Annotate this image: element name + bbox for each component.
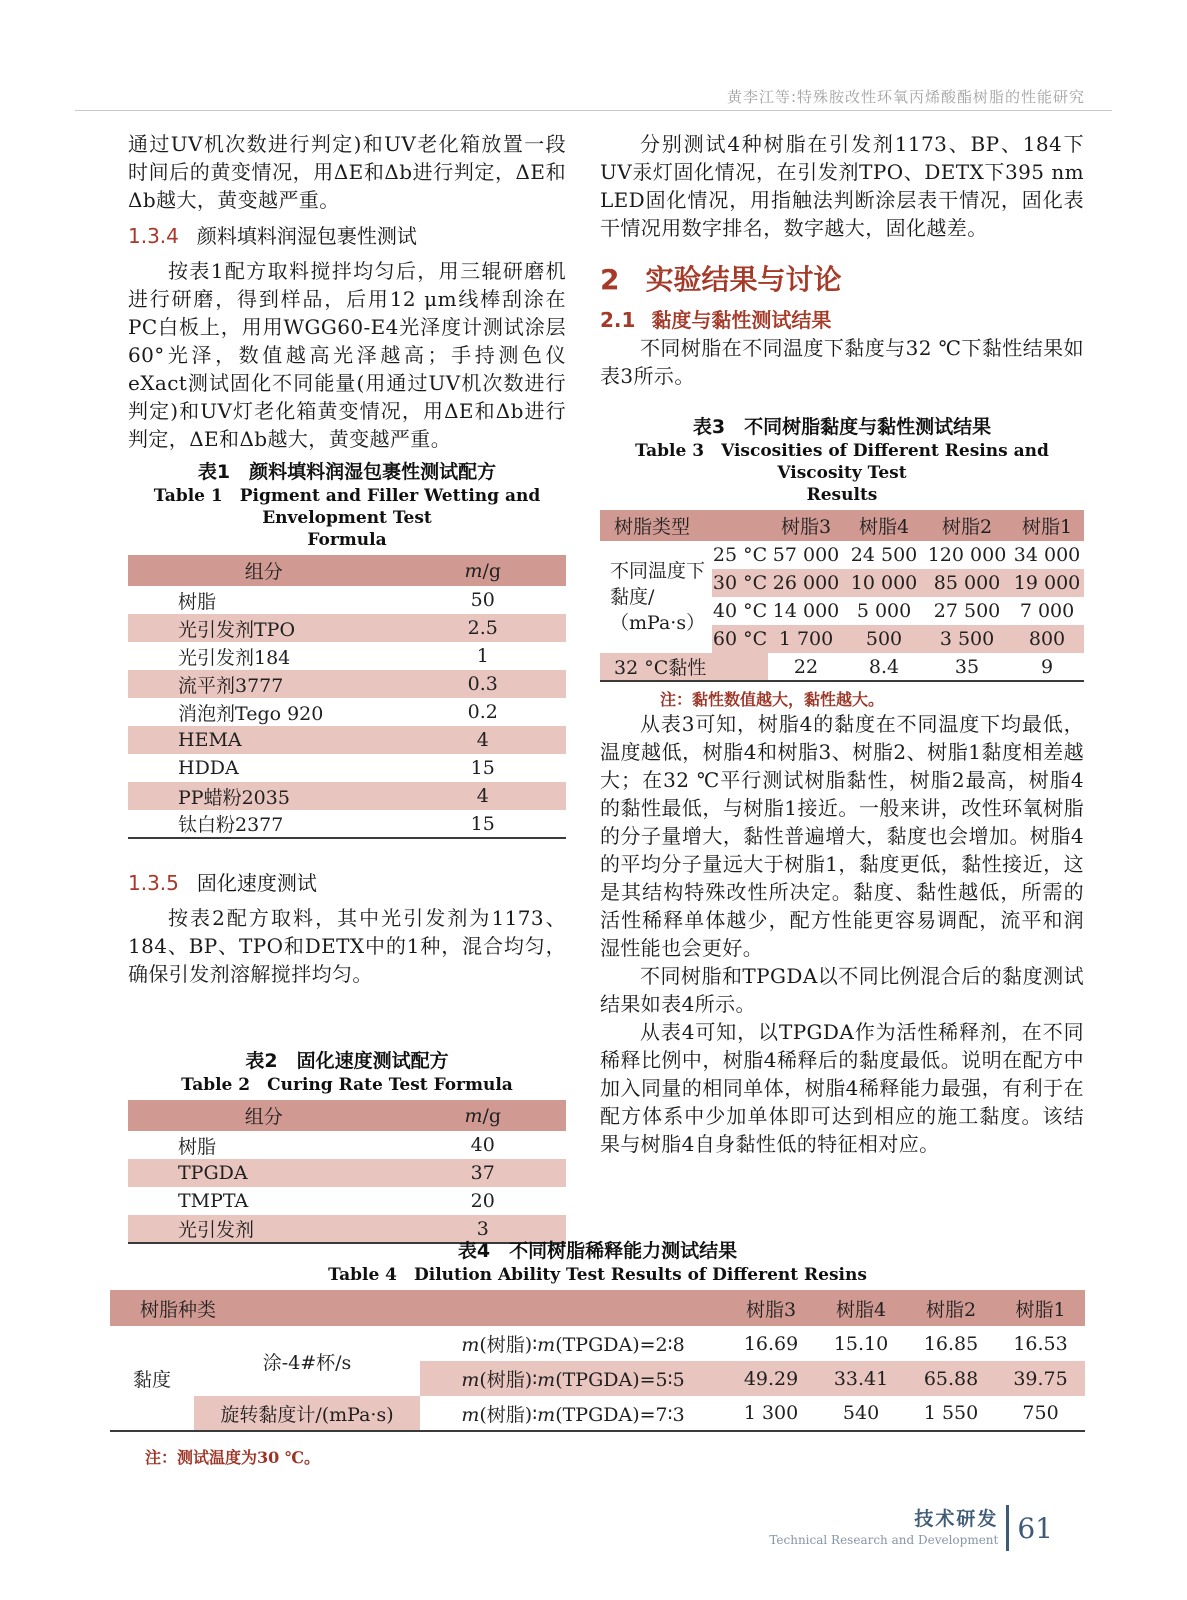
table-header-row: 树脂类型 树脂3 树脂4 树脂2 树脂1 bbox=[600, 510, 1084, 541]
table3-block bbox=[600, 414, 1084, 710]
viscosity-group-label: 不同温度下黏度/（mPa·s） bbox=[600, 541, 712, 653]
table-row: PP蜡粉2035 4 bbox=[128, 782, 566, 810]
table-row: 消泡剂Tego 920 0.2 bbox=[178, 701, 498, 725]
table4-title-zh: 表4 不同树脂稀释能力测试结果 bbox=[457, 1240, 738, 1262]
table-row: 钛白粉2377 15 bbox=[178, 812, 495, 836]
section-heading-2-1 bbox=[600, 306, 1084, 334]
ratio-formula: m(树脂)∶m(TPGDA)=5∶5 bbox=[420, 1361, 726, 1396]
paragraph-curing-test: 分别测试4种树脂在引发剂1173、BP、184下UV汞灯固化情况，在引发剂TPO、DETX下395 nm LED固化情况，用指触法判断涂层表干情况，固化表干情况用数字排名，数字越大，固化越差。 bbox=[600, 132, 1084, 240]
table3-title-en: Table 3 Viscosities of Different Resins and Viscosity Test Results bbox=[635, 441, 1049, 505]
table4-block bbox=[110, 1238, 1085, 1468]
paragraph-intro-table4: 不同树脂和TPGDA以不同比例混合后的黏度测试结果如表4所示。 bbox=[600, 964, 1084, 1016]
table-row: TMPTA 20 bbox=[178, 1190, 495, 1212]
table-row: 光引发剂 3 bbox=[128, 1215, 566, 1243]
table3-note: 注：黏性数值越大，黏性越大。 bbox=[660, 690, 885, 709]
table-row: 40 °C 14 000 5 000 27 500 7 000 bbox=[712, 600, 1075, 622]
table-row: 树脂 40 bbox=[178, 1134, 495, 1158]
paragraph-pigment-test: 按表1配方取料搅拌均匀后，用三辊研磨机进行研磨，得到样品，后用12 μm线棒刮涂在PC白板上，用用WGG60-E4光泽度计测试涂层60°光泽，数值越高光泽越高；手持测色仪eXact测试固化不同能量(用通过UV机次数进行判定)和UV灯老化箱黄变情况，用ΔE和Δb进行判定，ΔE和Δb越大，黄变越严重。 bbox=[128, 259, 566, 451]
section-title: 颜料填料润湿包裹性测试 bbox=[196, 224, 417, 248]
table3-title-zh: 表3 不同树脂黏度与黏性测试结果 bbox=[692, 416, 992, 438]
table2-title-zh: 表2 固化速度测试配方 bbox=[245, 1050, 449, 1072]
viscosity-row-group: 黏度 bbox=[132, 1368, 171, 1391]
table-row: 光引发剂TPO 2.5 bbox=[128, 614, 566, 642]
table-header-row: 组分 m/g bbox=[128, 1100, 566, 1131]
section-heading-1-3-5 bbox=[128, 869, 566, 898]
footer-section-zh: 技术研发 bbox=[914, 1508, 999, 1530]
table-row: m(树脂)∶m(TPGDA)=5∶5 49.29 33.41 65.88 39.75 bbox=[110, 1361, 1085, 1396]
table1 bbox=[128, 555, 566, 839]
section-heading-2 bbox=[600, 262, 1084, 298]
table1-block bbox=[128, 459, 566, 839]
paragraph-continued: 通过UV机次数进行判定)和UV老化箱放置一段时间后的黄变情况，用ΔE和Δb进行判定，ΔE和Δb越大，黄变越严重。 bbox=[128, 132, 566, 212]
rotary-viscometer-method: 旋转黏度计/(mPa·s) bbox=[194, 1396, 420, 1431]
section-title: 固化速度测试 bbox=[196, 871, 317, 895]
table1-title-zh: 表1 颜料填料润湿包裹性测试配方 bbox=[197, 461, 497, 483]
table-header-row: 组分 m/g bbox=[128, 555, 566, 586]
table-row: 30 °C 26 000 10 000 85 000 19 000 bbox=[600, 569, 1084, 597]
table2-block bbox=[128, 1048, 566, 1244]
table1-title-en: Table 1 Pigment and Filler Wetting and Envelopment Test Formula bbox=[153, 486, 541, 550]
section-number: 2 bbox=[600, 263, 620, 296]
table4-title-en: Table 4 Dilution Ability Test Results of Different Resins bbox=[328, 1265, 867, 1285]
footer-divider bbox=[1006, 1505, 1009, 1551]
table-row: 流平剂3777 0.3 bbox=[128, 670, 566, 698]
flow-cup-method: 涂-4#杯/s bbox=[262, 1351, 352, 1374]
paragraph-intro-table3: 不同树脂在不同温度下黏度与32 ℃下黏性结果如表3所示。 bbox=[600, 336, 1084, 388]
table2-title-en: Table 2 Curing Rate Test Formula bbox=[181, 1075, 513, 1095]
table-row: 旋转黏度计/(mPa·s) m(树脂)∶m(TPGDA)=7∶3 1 300 540 1 550 750 bbox=[110, 1396, 1085, 1431]
table-row: 不同温度下黏度/（mPa·s） 25 °C 57 000 24 500 120 000 34 000 bbox=[600, 541, 1084, 569]
table-row: 树脂 50 bbox=[178, 589, 495, 613]
running-head: 黄李江等:特殊胺改性环氧丙烯酸酯树脂的性能研究 bbox=[726, 88, 1085, 106]
section-title: 黏度与黏性测试结果 bbox=[651, 308, 832, 332]
table4 bbox=[110, 1290, 1085, 1432]
table-header-row: 树脂种类 树脂3 树脂4 树脂2 树脂1 bbox=[110, 1290, 1085, 1326]
table-row: HEMA 4 bbox=[128, 726, 566, 754]
tack-row-label: 32 °C黏性 bbox=[600, 653, 768, 681]
section-title: 实验结果与讨论 bbox=[645, 263, 842, 296]
ratio-formula: m(树脂)∶m(TPGDA)=2∶8 bbox=[461, 1334, 685, 1356]
table-row: 黏度 涂-4#杯/s m(树脂)∶m(TPGDA)=2∶8 16.69 15.10 16.85 16.53 bbox=[110, 1326, 1085, 1361]
section-heading-1-3-4 bbox=[128, 222, 566, 251]
table-row: HDDA 15 bbox=[178, 757, 495, 779]
page-footer bbox=[769, 1505, 1053, 1551]
left-column bbox=[128, 130, 566, 1244]
section-number: 1.3.5 bbox=[128, 871, 179, 895]
table-row: TPGDA 37 bbox=[128, 1159, 566, 1187]
page-number: 61 bbox=[1017, 1511, 1053, 1545]
paragraph-curing-formula: 按表2配方取料，其中光引发剂为1173、184、BP、TPO和DETX中的1种，混合均匀，确保引发剂溶解搅拌均匀。 bbox=[128, 906, 566, 986]
header-divider bbox=[75, 110, 1112, 111]
right-column bbox=[600, 130, 1084, 1158]
section-number: 2.1 bbox=[600, 308, 636, 332]
ratio-formula: m(树脂)∶m(TPGDA)=7∶3 bbox=[461, 1403, 685, 1426]
paragraph-discuss-table3: 从表3可知，树脂4的黏度在不同温度下均最低，温度越低，树脂4和树脂3、树脂2、树脂1黏度相差越大；在32 ℃平行测试树脂黏性，树脂2最高，树脂4的黏性最低，与树脂1接近。一般来讲，改性环氧树脂的分子量增大，黏性普遍增大，黏度也会增加。树脂4的平均分子量远大于树脂1，黏度更低，黏性接近，这是其结构特殊改性所决定。黏度、黏性越低，所需的活性稀释单体越少，配方性能更容易调配，流平和润湿性能也会更好。 bbox=[600, 712, 1084, 960]
table-row: 60 °C 1 700 500 3 500 800 bbox=[600, 625, 1084, 653]
section-number: 1.3.4 bbox=[128, 224, 179, 248]
table2 bbox=[128, 1100, 566, 1244]
table-row: 32 °C黏性 22 8.4 35 9 bbox=[600, 653, 1084, 681]
table-row: 光引发剂184 1 bbox=[178, 645, 489, 669]
paragraph-discuss-table4: 从表4可知，以TPGDA作为活性稀释剂，在不同稀释比例中，树脂4稀释后的黏度最低。说明在配方中加入同量的相同单体，树脂4稀释能力最强，有利于在配方体系中少加单体即可达到相应的施工黏度。该结果与树脂4自身黏性低的特征相对应。 bbox=[600, 1020, 1084, 1156]
table4-note: 注：测试温度为30 ℃。 bbox=[145, 1448, 321, 1467]
footer-section-en: Technical Research and Development bbox=[769, 1533, 999, 1547]
table3 bbox=[600, 510, 1084, 682]
